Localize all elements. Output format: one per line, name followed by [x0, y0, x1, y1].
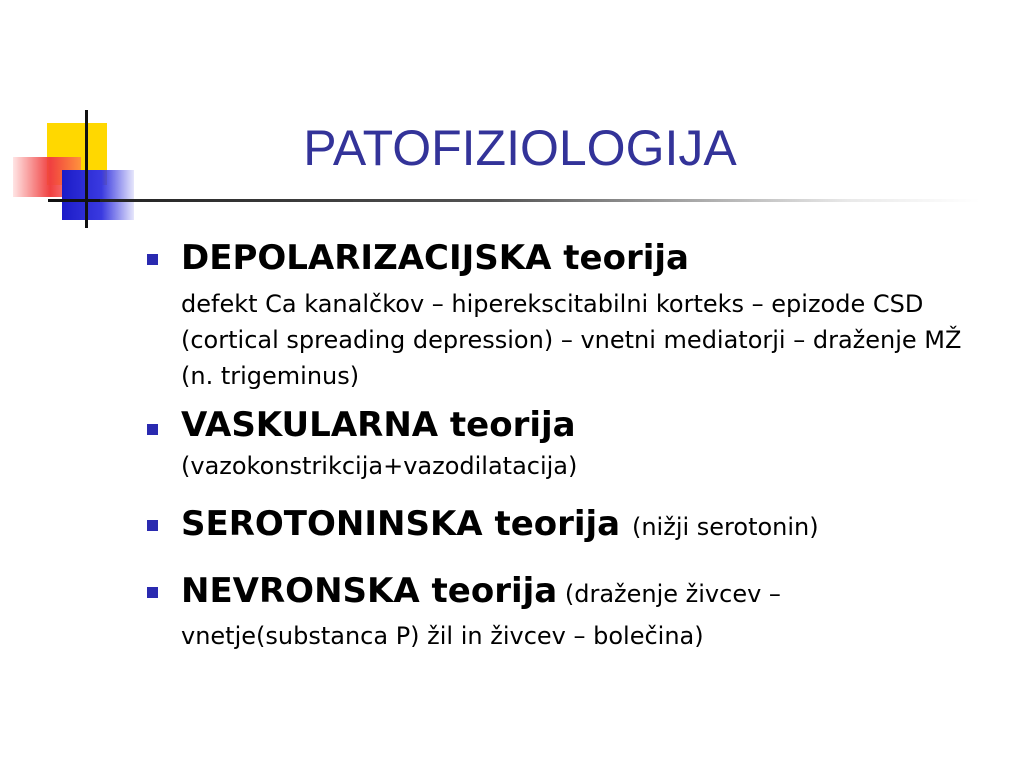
slide-title: PATOFIZIOLOGIJA	[303, 120, 737, 176]
list-item	[145, 232, 995, 394]
item-heading-line	[181, 498, 995, 553]
item-heading: VASKULARNA teorija	[181, 405, 576, 445]
item-heading: DEPOLARIZACIJSKA teorija	[181, 238, 689, 278]
list-item	[145, 498, 995, 553]
item-description: (vazokonstrikcija+vazodilatacija)	[181, 452, 578, 480]
item-description: (draženje živcev – vnetje(substanca P) žil in živcev – bolečina)	[181, 580, 781, 650]
item-heading: SEROTONINSKA teorija	[181, 504, 621, 544]
vertical-line-decoration	[85, 110, 88, 228]
bullet-list	[145, 232, 995, 655]
square-bullet-icon	[147, 587, 158, 598]
square-bullet-icon	[147, 254, 158, 265]
item-heading-line	[181, 565, 995, 655]
list-item	[145, 565, 995, 655]
square-bullet-icon	[147, 424, 158, 435]
item-heading: NEVRONSKA teorija	[181, 571, 558, 611]
item-description: (nižji serotonin)	[631, 513, 819, 541]
item-description: defekt Ca kanalčkov – hiperekscitabilni korteks – epizode CSD (cortical spreading depression) – vnetni mediatorji – draženje MŽ (n. trigeminus)	[181, 290, 962, 390]
slide-logo-decoration	[0, 0, 160, 240]
title-divider	[100, 199, 980, 202]
square-bullet-icon	[147, 520, 158, 531]
list-item	[145, 402, 995, 484]
blue-square-decoration	[62, 170, 134, 220]
